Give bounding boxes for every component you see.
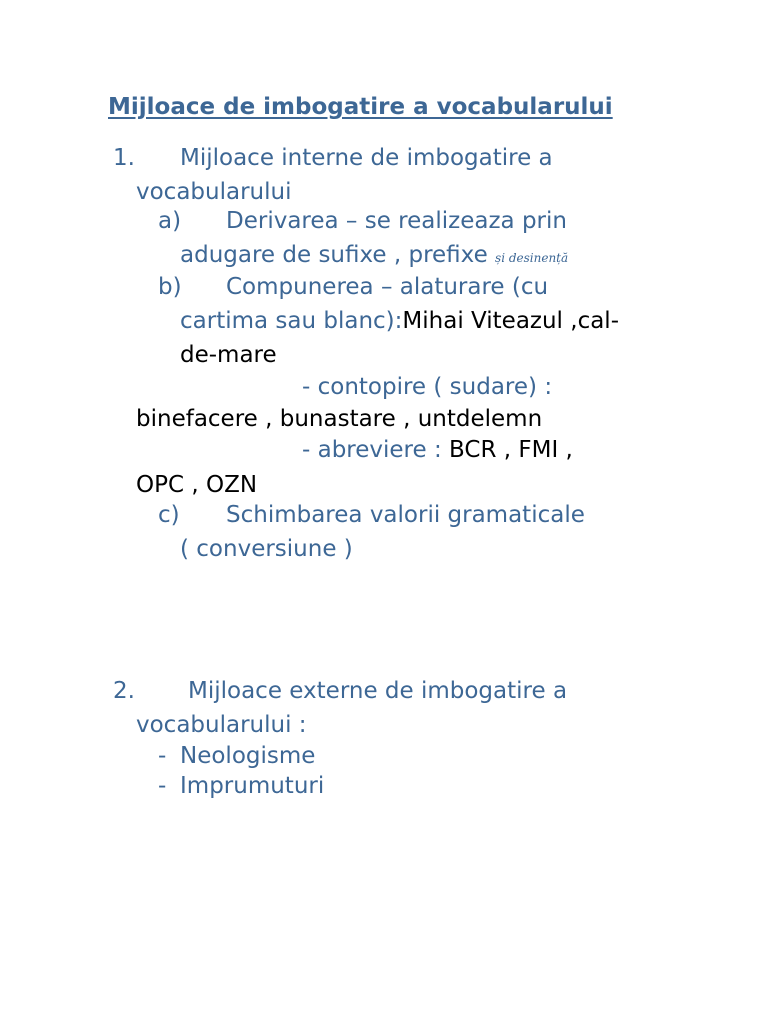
item-b-line-3: de-mare (180, 342, 277, 368)
item-b-line-2 (180, 310, 619, 333)
item-a-line-1: Derivarea – se realizeaza prin (226, 208, 567, 234)
item-b-line-2-blue: cartima sau blanc): (180, 308, 403, 334)
section-2-heading-line-1: Mijloace externe de imbogatire a (188, 678, 568, 704)
abreviere-label: - abreviere : (302, 437, 442, 463)
item-a-line-2 (180, 244, 568, 267)
item-c-line-2: ( conversiune ) (180, 536, 353, 562)
item-b-line-2-black: Mihai Viteazul ,cal- (402, 308, 620, 334)
abreviere-examples-2: OPC , OZN (136, 472, 258, 498)
list-item-marker: - (158, 773, 167, 799)
list-item-marker: - (158, 743, 167, 769)
item-b-marker: b) (158, 274, 182, 300)
list-item-imprumuturi: Imprumuturi (180, 773, 325, 799)
abreviere-examples-1: BCR , FMI , (449, 437, 573, 463)
item-a-marker: a) (158, 208, 182, 234)
list-item-neologisme: Neologisme (180, 743, 316, 769)
page-title: Mijloace de imbogatire a vocabularului (108, 94, 613, 120)
item-b-line-1: Compunerea – alaturare (cu (226, 274, 549, 300)
section-1-heading-line-1: Mijloace interne de imbogatire a (180, 145, 553, 171)
contopire-examples: binefacere , bunastare , untdelemn (136, 406, 543, 432)
section-2-number: 2. (113, 678, 135, 704)
section-2-heading-line-2: vocabularului : (136, 712, 307, 738)
item-c-line-1: Schimbarea valorii gramaticale (226, 502, 585, 528)
contopire-label: - contopire ( sudare) : (302, 374, 553, 400)
section-1-number: 1. (113, 145, 135, 171)
item-a-note: și desinență (495, 251, 569, 265)
abreviere-line (302, 439, 573, 462)
item-c-marker: c) (158, 502, 180, 528)
item-a-line-2-text: adugare de sufixe , prefixe (180, 242, 488, 268)
section-1-heading-line-2: vocabularului (136, 179, 292, 205)
